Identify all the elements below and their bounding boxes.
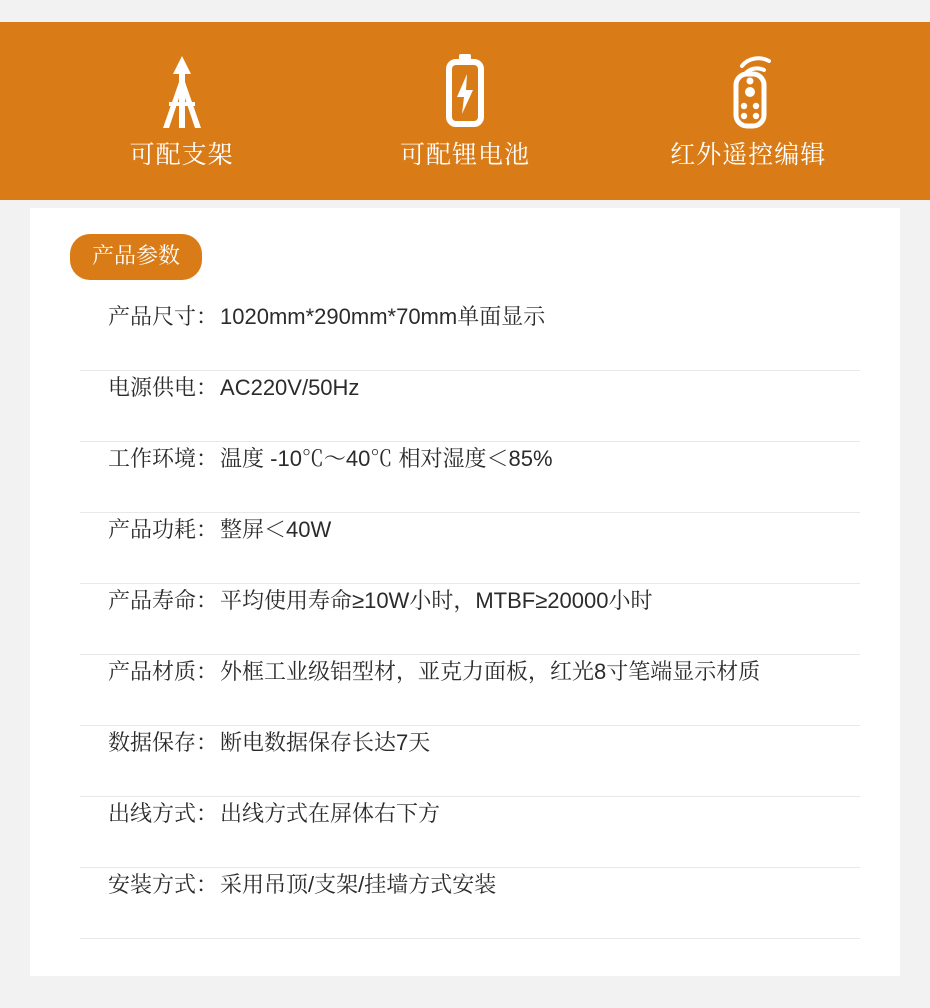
feature-label: 可配锂电池 <box>399 141 530 170</box>
spec-value: 整屏＜40W <box>220 517 332 542</box>
feature-item-tripod <box>62 52 302 170</box>
spec-row <box>80 868 860 939</box>
spec-row <box>80 371 860 442</box>
spec-value: 外框工业级铝型材，亚克力面板，红光8寸笔端显示材质 <box>220 659 761 684</box>
spec-row <box>80 513 860 584</box>
spec-value: 温度 -10℃～40℃ 相对湿度＜85% <box>220 446 553 471</box>
spec-value: 采用吊顶/支架/挂墙方式安装 <box>220 872 497 897</box>
spec-label: 产品寿命： <box>108 588 219 613</box>
feature-item-battery <box>345 52 585 170</box>
feature-banner <box>0 22 930 200</box>
spec-card <box>30 208 900 976</box>
spec-value: 出线方式在屏体右下方 <box>220 801 441 826</box>
spec-value: 1020mm*290mm*70mm单面显示 <box>220 304 546 329</box>
spec-row <box>80 300 860 371</box>
remote-control-icon <box>712 52 784 132</box>
feature-item-remote <box>628 52 868 170</box>
spec-label: 工作环境： <box>108 446 219 471</box>
spec-label: 产品尺寸： <box>108 304 219 329</box>
feature-label: 可配支架 <box>129 141 234 170</box>
spec-label: 安装方式： <box>108 872 219 897</box>
battery-icon <box>435 52 495 132</box>
spec-value: AC220V/50Hz <box>220 375 360 400</box>
spec-list <box>80 300 860 939</box>
section-title-badge: 产品参数 <box>70 234 202 280</box>
spec-label: 出线方式： <box>108 801 219 826</box>
feature-label: 红外遥控编辑 <box>670 141 827 170</box>
spec-value: 平均使用寿命≥10W小时，MTBF≥20000小时 <box>220 588 653 613</box>
spec-value: 断电数据保存长达7天 <box>220 730 431 755</box>
spec-label: 数据保存： <box>108 730 219 755</box>
spec-row <box>80 584 860 655</box>
spec-row <box>80 442 860 513</box>
spec-label: 电源供电： <box>108 375 219 400</box>
spec-row <box>80 655 860 726</box>
spec-row <box>80 726 860 797</box>
spec-row <box>80 797 860 868</box>
spec-label: 产品功耗： <box>108 517 219 542</box>
tripod-icon <box>143 52 221 132</box>
spec-label: 产品材质： <box>108 659 219 684</box>
